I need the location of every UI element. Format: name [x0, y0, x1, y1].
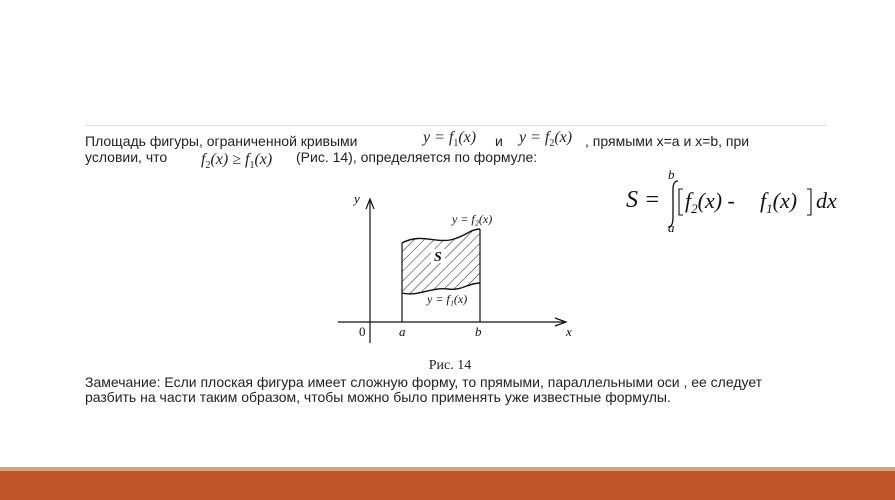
- area-formula: [623, 167, 853, 239]
- figure-14: [330, 185, 590, 375]
- x-axis-label: x: [566, 324, 572, 339]
- curve-f1-expr: $y = f_1(x)$: [423, 129, 477, 150]
- area-label: S: [434, 250, 442, 265]
- note-paragraph: Замечание: Если плоская фигура имеет сложную форму, то прямыми, параллельными оси , ее следует разбить на части таким образом, чтобы можно было применять уже известные формулы.: [85, 374, 763, 405]
- y-axis-label: y: [354, 191, 360, 206]
- formula-dx: dx: [816, 188, 837, 213]
- a-label: a: [399, 324, 406, 339]
- formula-f2: $f_2(x)$ -: [685, 188, 735, 216]
- area-diagram: [330, 185, 590, 375]
- b-label: b: [475, 324, 482, 339]
- curve-f2-expr: $y = f_2(x)$: [519, 129, 573, 150]
- condition-expr: $f_2(x) \ge f_1(x)$: [201, 151, 273, 172]
- figure-caption: Рис. 14: [428, 358, 472, 373]
- formula-lhs: S =: [626, 187, 661, 213]
- right-bracket: [807, 189, 811, 215]
- intro-paragraph: [85, 129, 825, 172]
- origin-label: 0: [359, 324, 366, 339]
- footer-bar: [0, 471, 895, 500]
- top-divider: [85, 125, 827, 126]
- formula-lower-limit: a: [668, 220, 675, 235]
- lower-curve-label: y = f₁(x): [427, 292, 468, 306]
- left-bracket: [679, 189, 683, 215]
- upper-curve-label: y = f₂(x): [452, 212, 493, 226]
- intro-text-1: Площадь фигуры, ограниченной кривыми: [85, 133, 358, 149]
- formula-upper-limit: b: [668, 167, 675, 182]
- intro-text-3: условии, что: [85, 149, 168, 165]
- intro-text-4: (Рис. 14), определяется по формуле:: [296, 149, 538, 165]
- intro-text-2: , прямыми x=a и x=b, при: [585, 133, 750, 149]
- formula-f1: $f_1(x)$: [760, 188, 798, 216]
- conjunction: и: [495, 133, 503, 149]
